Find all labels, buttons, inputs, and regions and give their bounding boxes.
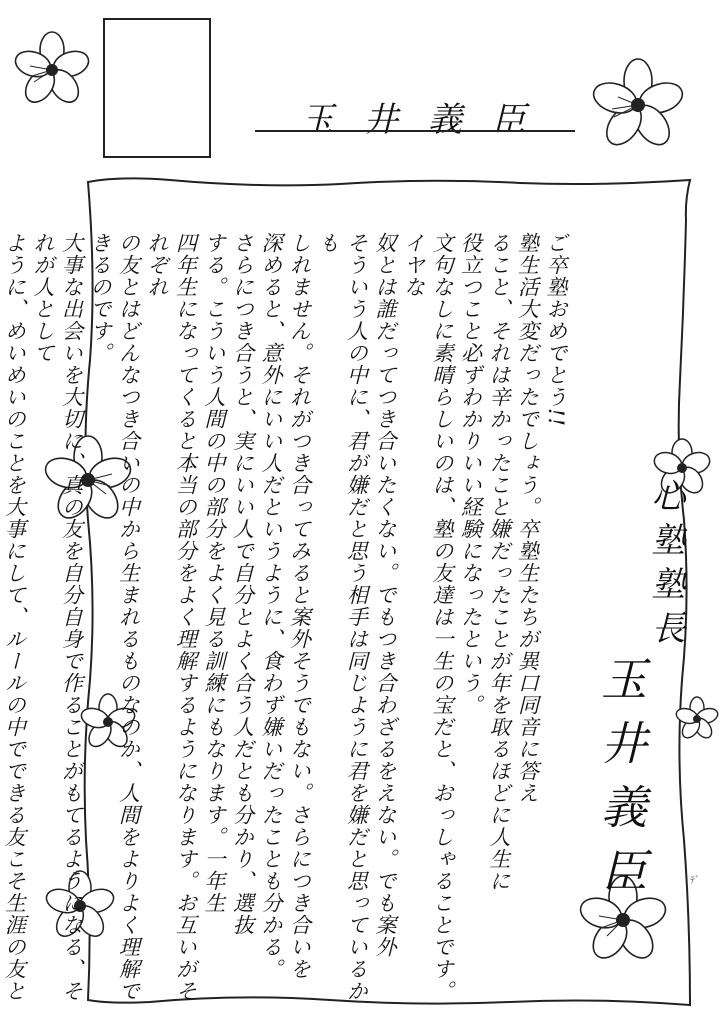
letter-line: 役立つこと必ずわかりいい経験になったという。 xyxy=(458,232,483,716)
letter-line: ること、それは辛かったこと嫌だったことが年を取るほどに人生に xyxy=(487,232,511,892)
letter-line: そういう人の中に、君が嫌だと思う相手は同じように君を嫌だと思っているかも xyxy=(316,232,369,1002)
signature-title: 心塾塾長 xyxy=(645,478,685,654)
title-underline xyxy=(255,130,575,132)
letter-line: しれません。それがつき合ってみると案外そうでもない。さらにつき合いを xyxy=(287,232,312,980)
letter-line: ように、めいめいのことを大事にして、ルールの中でできる友こそ生涯の友と xyxy=(2,232,27,1002)
cherry-blossom-icon xyxy=(588,55,688,155)
letter-line: の友とはどんなつき合いの中から生まれるものなのか、人間をよりよく理解できるのです。 xyxy=(88,232,141,1002)
letter-line: 四年生になってくると本当の部分をよく理解するようになります。お互いがそれぞれ xyxy=(145,232,198,1002)
letter-line: 文句なしに素晴らしいのは、塾の友達は一生の宝だと、おっしゃることです。イヤな xyxy=(401,232,454,1002)
letter-line: ご卒塾おめでとう!! xyxy=(544,232,568,427)
cherry-blossom-icon xyxy=(8,30,96,110)
signature-name: 玉井義臣 xyxy=(594,655,648,911)
page-mark: ﾃﾞ xyxy=(690,876,700,887)
letter-body xyxy=(2,232,570,1002)
letter-line: さらにつき合うと、実にいい人で自分とよく合う人だとも分かり、選抜 xyxy=(230,232,255,936)
letter-line: 大事な出会いを大切に、真の友を自分自身で作ることがもてるようになる、それが人として xyxy=(31,232,84,1002)
letter-line: する。こういう人間の中の部分をよく見る訓練にもなります。一年生 xyxy=(202,232,226,914)
letter-line: 奴とは誰だってつき合いたくない。でもつき合わざるをえない。でも案外 xyxy=(373,232,397,958)
letter-line: 深めると、意外にいい人だというように、食わず嫌いだったことも分かる。 xyxy=(259,232,283,980)
name-title: 玉井義臣 xyxy=(300,100,556,140)
letter-line: 塾生活大変だったでしょう。卒塾生たちが異口同音に答え xyxy=(515,232,540,804)
photo-frame xyxy=(103,18,211,158)
